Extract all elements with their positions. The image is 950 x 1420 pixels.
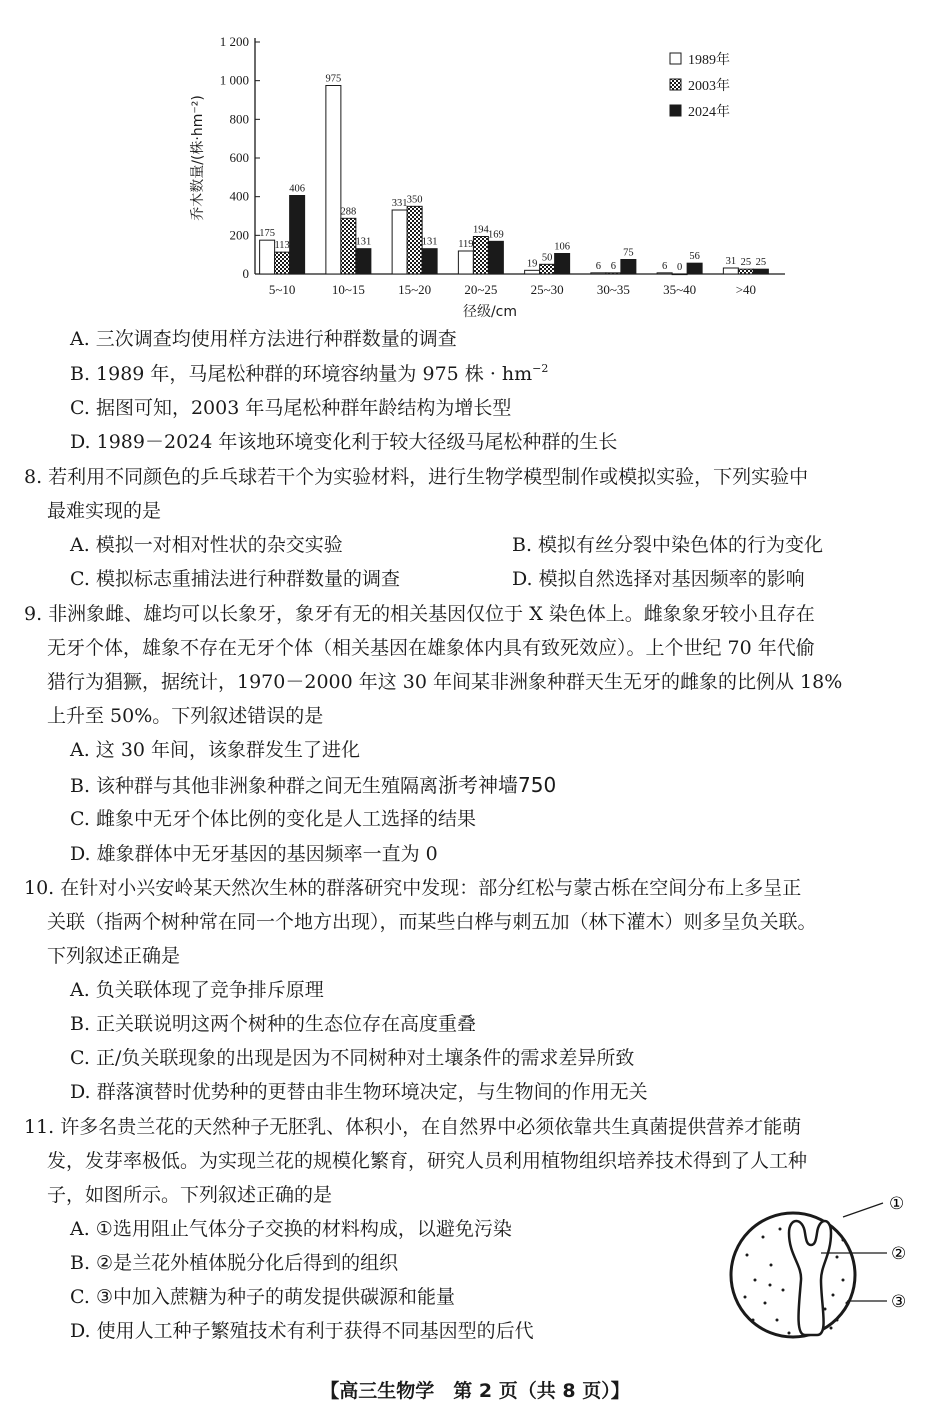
q10-option-c: C. 正/负关联现象的出现是因为不同树种对土壤条件的需求差异所致	[70, 1047, 635, 1069]
q11-stem-line2: 发，发芽率极低。为实现兰花的规模化繁育，研究人员利用植物组织培养技术得到了人工种	[47, 1150, 808, 1172]
bar-2003年-35~40	[672, 274, 687, 275]
x-tick-label: >40	[735, 282, 757, 297]
diameter-class-bar-chart	[180, 28, 800, 328]
bar-value-label: 25	[740, 257, 752, 269]
q8-option-b: B. 模拟有丝分裂中染色体的行为变化	[512, 534, 824, 556]
q11-option-c: C. ③中加入蔗糖为种子的萌发提供碳源和能量	[70, 1286, 455, 1308]
bar-2003年-10~15	[341, 218, 356, 274]
q9-stem-line4: 上升至 50%。下列叙述错误的是	[47, 705, 324, 727]
bar-1989年-25~30	[525, 270, 540, 274]
x-tick-label: 15~20	[398, 282, 432, 297]
bar-value-label: 25	[755, 257, 767, 269]
q9-option-d: D. 雄象群体中无牙基因的基因频率一直为 0	[70, 843, 438, 865]
bar-2003年-20~25	[473, 236, 488, 274]
y-tick-label: 200	[229, 227, 249, 243]
x-tick-label: 25~30	[530, 282, 564, 297]
bar-1989年-30~35	[591, 273, 606, 274]
q7-option-d: D. 1989－2024 年该地环境变化利于较大径级马尾松种群的生长	[70, 431, 618, 453]
bar-value-label: 50	[541, 252, 553, 264]
q8-option-c: C. 模拟标志重捕法进行种群数量的调查	[70, 568, 400, 590]
legend-label: 2024年	[688, 105, 730, 120]
label-1-leader	[843, 1203, 883, 1217]
q11-stem-line3: 子，如图所示。下列叙述正确的是	[47, 1184, 333, 1206]
bar-2024年-5~10	[290, 196, 305, 274]
legend-swatch	[670, 79, 681, 90]
q9-option-b	[70, 772, 556, 799]
q11-stem-line1: 11. 许多名贵兰花的天然种子无胚乳、体积小，在自然界中必须依靠共生真菌提供营养才能萌	[24, 1116, 802, 1138]
q9-stem-line1: 9. 非洲象雌、雄均可以长象牙，象牙有无的相关基因仅位于 X 染色体上。雌象象牙较小且存在	[24, 603, 815, 625]
y-tick-label: 1 200	[219, 34, 249, 49]
q7-option-b-text: B. 1989 年，马尾松种群的环境容纳量为 975 株 · hm	[70, 363, 533, 385]
bar-value-label: 119	[458, 238, 474, 250]
q10-option-a: A. 负关联体现了竞争排斥原理	[70, 979, 324, 1001]
label-3: ③	[891, 1292, 907, 1312]
q11-option-b: B. ②是兰花外植体脱分化后得到的组织	[70, 1252, 399, 1274]
bar-2003年-30~35	[606, 273, 621, 274]
bar-value-label: 175	[259, 228, 275, 240]
legend-swatch	[670, 105, 681, 116]
x-axis-title: 径级/cm	[462, 304, 518, 320]
bar-2024年-35~40	[687, 263, 702, 274]
bar-2003年-15~20	[407, 206, 422, 274]
artificial-seed-svg	[725, 1185, 925, 1365]
bar-1989年->40	[723, 268, 738, 274]
x-tick-label: 20~25	[464, 282, 498, 297]
y-tick-label: 600	[229, 150, 249, 165]
bar-2024年-25~30	[555, 254, 570, 274]
bar-2003年-5~10	[275, 252, 290, 274]
bar-value-label: 0	[677, 262, 683, 273]
bar-1989年-15~20	[392, 210, 407, 274]
q7-option-a: A. 三次调查均使用样方法进行种群数量的调查	[70, 328, 457, 350]
y-tick-label: 1 000	[219, 72, 249, 88]
q8-option-d: D. 模拟自然选择对基因频率的影响	[512, 568, 805, 590]
bar-value-label: 106	[554, 241, 570, 253]
y-tick-label: 0	[242, 266, 249, 281]
bar-value-label: 406	[289, 183, 305, 195]
bar-value-label: 6	[662, 260, 668, 272]
artificial-seed-figure	[725, 1185, 925, 1365]
q8-option-a: A. 模拟一对相对性状的杂交实验	[70, 534, 343, 556]
page-footer: 【高三生物学 第 2 页（共 8 页）】	[320, 1380, 630, 1402]
y-tick-label: 400	[229, 188, 249, 204]
q10-stem-line1: 10. 在针对小兴安岭某天然次生林的群落研究中发现：部分红松与蒙古栎在空间分布上多呈正	[24, 877, 802, 899]
q11-option-d: D. 使用人工种子繁殖技术有利于获得不同基因型的后代	[70, 1320, 534, 1342]
y-axis-title: 乔木数量/(株·hm⁻²)	[190, 95, 206, 221]
bar-2024年-20~25	[488, 241, 503, 274]
bar-2003年-25~30	[540, 264, 555, 274]
bar-2003年->40	[738, 269, 753, 274]
bar-value-label: 169	[488, 229, 504, 241]
q11-option-a: A. ①选用阻止气体分子交换的材料构成，以避免污染	[70, 1218, 512, 1240]
bar-value-label: 31	[725, 256, 737, 268]
bar-1989年-20~25	[458, 251, 473, 274]
watermark-text: 浙考神墙750	[438, 773, 557, 797]
bar-value-label: 350	[406, 194, 423, 206]
bar-2024年-15~20	[422, 249, 437, 274]
bar-value-label: 131	[355, 236, 372, 248]
q10-stem-line3: 下列叙述正确是	[47, 945, 181, 967]
bar-2024年->40	[753, 269, 768, 274]
y-tick-label: 800	[229, 111, 249, 127]
x-tick-label: 30~35	[596, 282, 630, 297]
q9-stem-line3: 猎行为猖獗，据统计，1970－2000 年这 30 年间某非洲象种群天生无牙的雌象的比例从 18%	[47, 671, 843, 693]
q9-option-a: A. 这 30 年间，该象群发生了进化	[70, 739, 361, 761]
q7-option-c: C. 据图可知，2003 年马尾松种群年龄结构为增长型	[70, 397, 512, 419]
bar-value-label: 6	[610, 260, 616, 272]
q9-stem-line2: 无牙个体，雄象不存在无牙个体（相关基因在雄象体内具有致死效应）。上个世纪 70 年代偷	[47, 637, 815, 659]
legend-swatch	[670, 53, 681, 64]
bar-value-label: 288	[340, 206, 357, 218]
q9-option-b-text: B. 该种群与其他非洲象种群之间无生殖隔离	[70, 775, 439, 797]
q7-option-b	[70, 361, 548, 387]
bar-1989年-35~40	[657, 273, 672, 274]
bar-2024年-10~15	[356, 249, 371, 274]
bar-value-label: 19	[526, 258, 538, 270]
bar-value-label: 975	[325, 73, 342, 85]
legend-label: 1989年	[688, 53, 730, 68]
bar-value-label: 6	[595, 260, 601, 272]
bar-value-label: 131	[421, 236, 438, 248]
x-tick-label: 5~10	[268, 282, 296, 297]
label-2: ②	[891, 1244, 907, 1264]
q9-option-c: C. 雌象中无牙个体比例的变化是人工选择的结果	[70, 808, 476, 830]
x-tick-label: 35~40	[663, 282, 697, 297]
bar-1989年-10~15	[326, 86, 341, 275]
chart-svg	[180, 28, 800, 328]
bar-value-label: 331	[391, 198, 408, 210]
legend-label: 2003年	[688, 79, 730, 94]
bar-value-label: 113	[274, 240, 290, 252]
bar-value-label: 56	[689, 251, 700, 263]
q8-stem-line2: 最难实现的是	[47, 500, 162, 522]
x-tick-label: 10~15	[331, 282, 365, 297]
q7-option-b-sup: −2	[532, 362, 549, 375]
bar-value-label: 194	[473, 224, 489, 236]
q10-stem-line2: 关联（指两个树种常在同一个地方出现），而某些白桦与刺五加（林下灌木）则多呈负关联。	[47, 911, 817, 933]
bar-2024年-30~35	[621, 260, 636, 275]
bar-1989年-5~10	[260, 240, 275, 274]
q10-option-d: D. 群落演替时优势种的更替由非生物环境决定，与生物间的作用无关	[70, 1081, 648, 1103]
q8-stem-line1: 8. 若利用不同颜色的乒乓球若干个为实验材料，进行生物学模型制作或模拟实验，下列实验中	[24, 466, 809, 488]
label-1: ①	[889, 1194, 905, 1214]
bar-value-label: 75	[623, 247, 634, 259]
q10-option-b: B. 正关联说明这两个树种的生态位存在高度重叠	[70, 1013, 477, 1035]
